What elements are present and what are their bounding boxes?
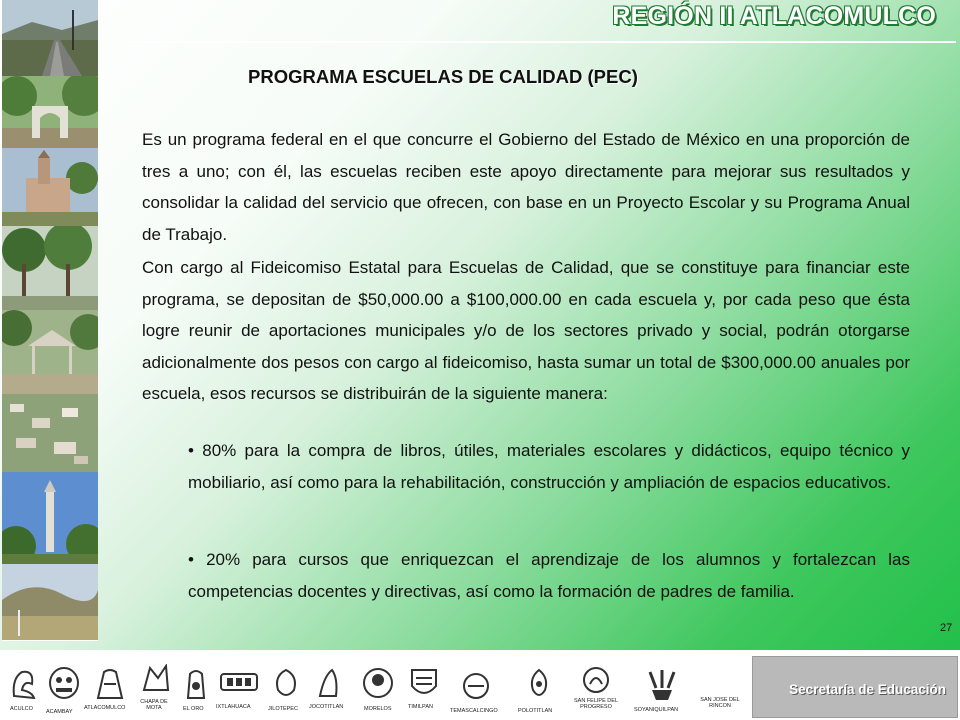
- paragraph-funding: Con cargo al Fideicomiso Estatal para Escuelas de Calidad, que se constituye para financiar este programa, se depositan de $50,000.00 a $100,000.00 en cada escuela y, por cada peso que ésta logre reunir de aportaciones municipales y/o de los sectores privado y social, podrán otorgarse adicionalmente dos pesos con cargo al fideicomiso, hasta sumar un total de $300,000.00 anuales por escuela, esos recursos se distribuirán de la siguiente manera:: [142, 258, 910, 403]
- label-aculco: ACULCO: [10, 706, 33, 712]
- logo-jilotepec: [264, 650, 308, 720]
- acambay-emblem-icon: [46, 666, 86, 700]
- secretaria-label: Secretaría de Educación: [789, 682, 946, 697]
- photo-hills: [2, 564, 98, 641]
- logo-atlacomulco: [84, 650, 134, 720]
- logo-polotitlan: [514, 650, 564, 720]
- logo-san-felipe-del-progreso: [568, 650, 624, 720]
- logo-aculco: [4, 650, 44, 720]
- photo-kiosk: [2, 310, 98, 395]
- page-number: 27: [940, 622, 953, 634]
- label-acambay: ACAMBAY: [46, 709, 73, 715]
- label-atlacomulco: ATLACOMULCO: [84, 705, 126, 711]
- logo-temascalcingo: [448, 650, 504, 720]
- photo-town: [2, 394, 98, 473]
- logo-acambay: [44, 650, 84, 720]
- program-heading: PROGRAMA ESCUELAS DE CALIDAD (PEC): [248, 66, 638, 87]
- logo-soyaniquilpan: [632, 650, 692, 720]
- label-polotitlan: POLOTITLAN: [518, 708, 553, 714]
- photo-highway: [2, 0, 98, 77]
- label-chapa-de-mota: CHAPA DE MOTA: [140, 699, 168, 711]
- label-timilpan: TIMILPAN: [408, 704, 433, 710]
- photo-arch: [2, 76, 98, 149]
- label-jilotepec: JILOTEPEC: [268, 706, 298, 712]
- logo-ixtlahuaca: [214, 650, 264, 720]
- logo-el-oro: [178, 650, 214, 720]
- label-san-felipe-del-progreso: SAN FELIPE DEL PROGRESO: [573, 698, 619, 710]
- label-jocotitlan: JOCOTITLAN: [309, 704, 344, 710]
- timilpan-emblem-icon: [406, 666, 442, 700]
- ixtlahuaca-emblem-icon: [219, 672, 259, 694]
- soyaniquilpan-emblem-icon: [642, 668, 682, 702]
- chapa-de-mota-emblem-icon: [136, 664, 176, 694]
- photo-tower: [2, 472, 98, 565]
- polotitlan-emblem-icon: [519, 668, 559, 702]
- logo-morelos: [358, 650, 402, 720]
- el-oro-emblem-icon: [178, 666, 214, 700]
- temascalcingo-emblem-icon: [456, 670, 496, 704]
- morelos-emblem-icon: [358, 666, 398, 700]
- atlacomulco-emblem-icon: [90, 666, 130, 700]
- label-el-oro: EL ORO: [183, 706, 204, 712]
- photo-park: [2, 226, 98, 311]
- photo-church: [2, 148, 98, 227]
- bullet-80-percent: • 80% para la compra de libros, útiles, materiales escolares y didácticos, equipo técnico y mobiliario, así como para la rehabilitación, construcción y ampliación de espacios educativos.: [188, 441, 910, 492]
- photo-strip: [0, 0, 100, 640]
- logo-san-jose-del-rincon: [694, 650, 746, 720]
- san-felipe-emblem-icon: [576, 666, 616, 696]
- label-temascalcingo: TEMASCALCINGO: [450, 708, 498, 714]
- logo-chapa-de-mota: [134, 650, 174, 720]
- logo-jocotitlan: [308, 650, 354, 720]
- region-title: REGIÓN II ATLACOMULCO: [612, 2, 936, 30]
- secretaria-badge: [752, 656, 958, 718]
- label-ixtlahuaca: IXTLAHUACA: [216, 704, 251, 710]
- label-morelos: MORELOS: [364, 706, 392, 712]
- jocotitlan-emblem-icon: [310, 666, 350, 700]
- bullet-20-percent: • 20% para cursos que enriquezcan el aprendizaje de los alumnos y fortalezcan las competencias docentes y directivas, así como la formación de padres de familia.: [188, 550, 910, 601]
- paragraph-description: Es un programa federal en el que concurre el Gobierno del Estado de México en una proporción de tres a uno; con él, las escuelas reciben este apoyo directamente para mejorar sus resultados y consolidar la calidad del servicio que ofrecen, con base en un Proyecto Escolar y su Programa Anual de Trabajo.: [142, 130, 910, 244]
- label-san-jose-del-rincon: SAN JOSE DEL RINCON: [700, 697, 740, 709]
- aculco-emblem-icon: [4, 666, 44, 700]
- jilotepec-emblem-icon: [266, 666, 306, 700]
- label-soyaniquilpan: SOYANIQUILPAN: [634, 707, 679, 713]
- title-divider: [126, 41, 956, 43]
- logo-timilpan: [404, 650, 444, 720]
